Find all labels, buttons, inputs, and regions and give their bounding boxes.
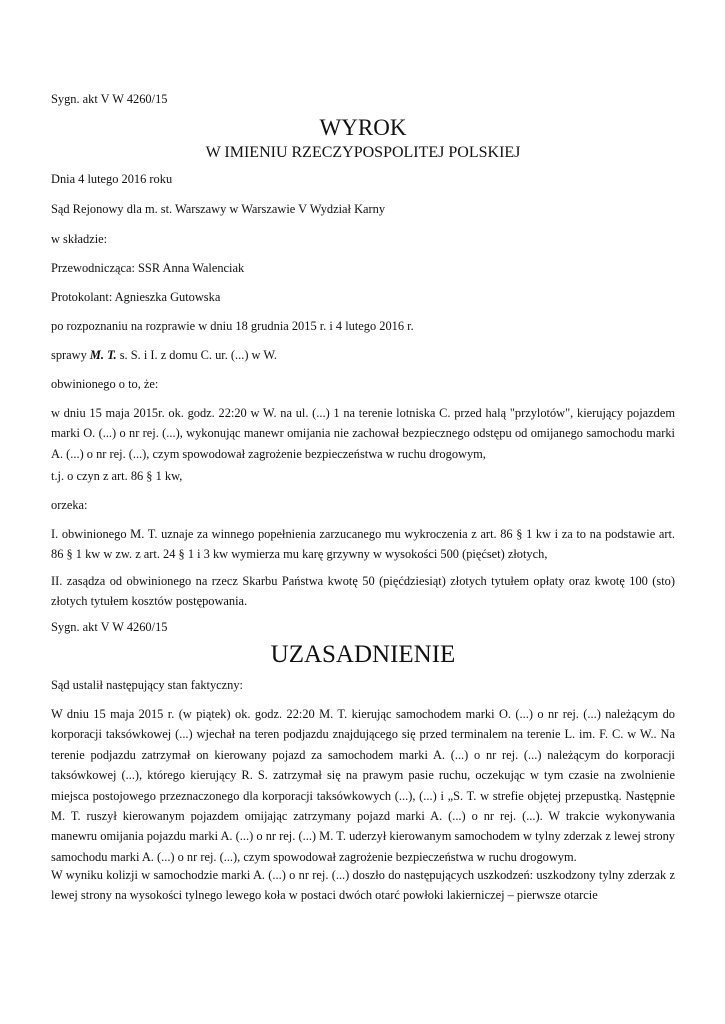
justification-paragraph-1: W dniu 15 maja 2015 r. (w piątek) ok. godz. 22:20 M. T. kierując samochodem marki O. (...) o nr rej. (...) należącym do korporacji taksówkowej (...) wjechał na teren podjazdu znajdującego się przed terminalem na terenie L. im. F. C. w W.. Na terenie podjazdu zatrzymał on kierowany pojazd za samochodem marki A. (...) o nr rej. (...) należącym do korporacji taksówkowej (...), którego kierujący R. S. zatrzymał się na prawym pasie ruchu, oczekując w tym czasie na zwolnienie miejsca postojowego przeznaczonego dla korporacji taksówkowych (...), (...) i „S. T. w strefie objętej przepustką. Następnie M. T. ruszył kierowanym pojazdem omijając zatrzymany pojazd marki A. (...) o nr rej. (...). W trakcie wykonywania manewru omijania pojazdu marki A. (...) o nr rej. (...) M. T. uderzył kierowanym samochodem w tylny zderzak z lewej strony samochodu marki A. (...) o nr rej. (...), czym spowodował zagrożenie bezpieczeństwa w ruchu drogowym. [51,707,675,864]
legal-basis: t.j. o czyn z art. 86 § 1 kw, [51,469,183,483]
case-signature-second: Sygn. akt V W 4260/15 [51,620,168,634]
hearing-dates: po rozpoznaniu na rozprawie w dniu 18 grudnia 2015 r. i 4 lutego 2016 r. [51,319,414,333]
court-name: Sąd Rejonowy dla m. st. Warszawy w Warszawie V Wydział Karny [51,202,386,216]
verdict-date: Dnia 4 lutego 2016 roku [51,172,173,186]
verdict-item-1: I. obwinionego M. T. uznaje za winnego popełnienia zarzucanego mu wykroczenia z art. 86 § 1 kw i za to na podstawie art. 86 § 1 kw w zw. z art. 24 § 1 i 3 kw wymierza mu karę grzywny w wysokości 500 (pięćset) złotych, [51,527,675,562]
charge-paragraph: w dniu 15 maja 2015r. ok. godz. 22:20 w W. na ul. (...) 1 na terenie lotniska C. przed halą "przylotów", kierujący pojazdem marki O. (...) o nr rej. (...), wykonując manewr omijania nie zachował bezpiecznego odstępu od omijanego samochodu marki A. (...) o nr rej. (...), czym spowodował zagrożenie bezpieczeństwa w ruchu drogowym, [51,406,675,461]
case-signature-top: Sygn. akt V W 4260/15 [51,92,168,106]
case-prefix: sprawy [51,348,90,362]
rules-label: orzeka: [51,498,88,512]
accused-name: M. T. [89,348,117,362]
justification-paragraph-2: W wyniku kolizji w samochodzie marki A. (...) o nr rej. (...) doszło do następujących uszkodzeń: uszkodzony tylny zderzak z lewej strony na wysokości tylnego lewego koła w postaci dwóch otarć powłoki lakierniczej – pierwsze otarcie [51,868,675,903]
case-suffix: s. S. i I. z domu C. ur. (...) w W. [116,348,278,362]
court-recorder: Protokolant: Agnieszka Gutowska [51,290,221,304]
verdict-item-2: II. zasądza od obwinionego na rzecz Skarbu Państwa kwotę 50 (pięćdziesiąt) złotych tytułem opłaty oraz kwotę 100 (sto) złotych tytułem kosztów postępowania. [51,574,675,609]
justification-title: UZASADNIENIE [270,641,456,668]
verdict-subtitle: W IMIENIU RZECZYPOSPOLITEJ POLSKIEJ [205,144,521,161]
presiding-judge: Przewodnicząca: SSR Anna Walenciak [51,261,245,275]
composition-label: w składzie: [51,232,108,246]
accused-line: obwinionego o to, że: [51,377,159,391]
verdict-title: WYROK [319,115,407,140]
justification-intro: Sąd ustalił następujący stan faktyczny: [51,678,244,692]
case-line [51,345,675,365]
